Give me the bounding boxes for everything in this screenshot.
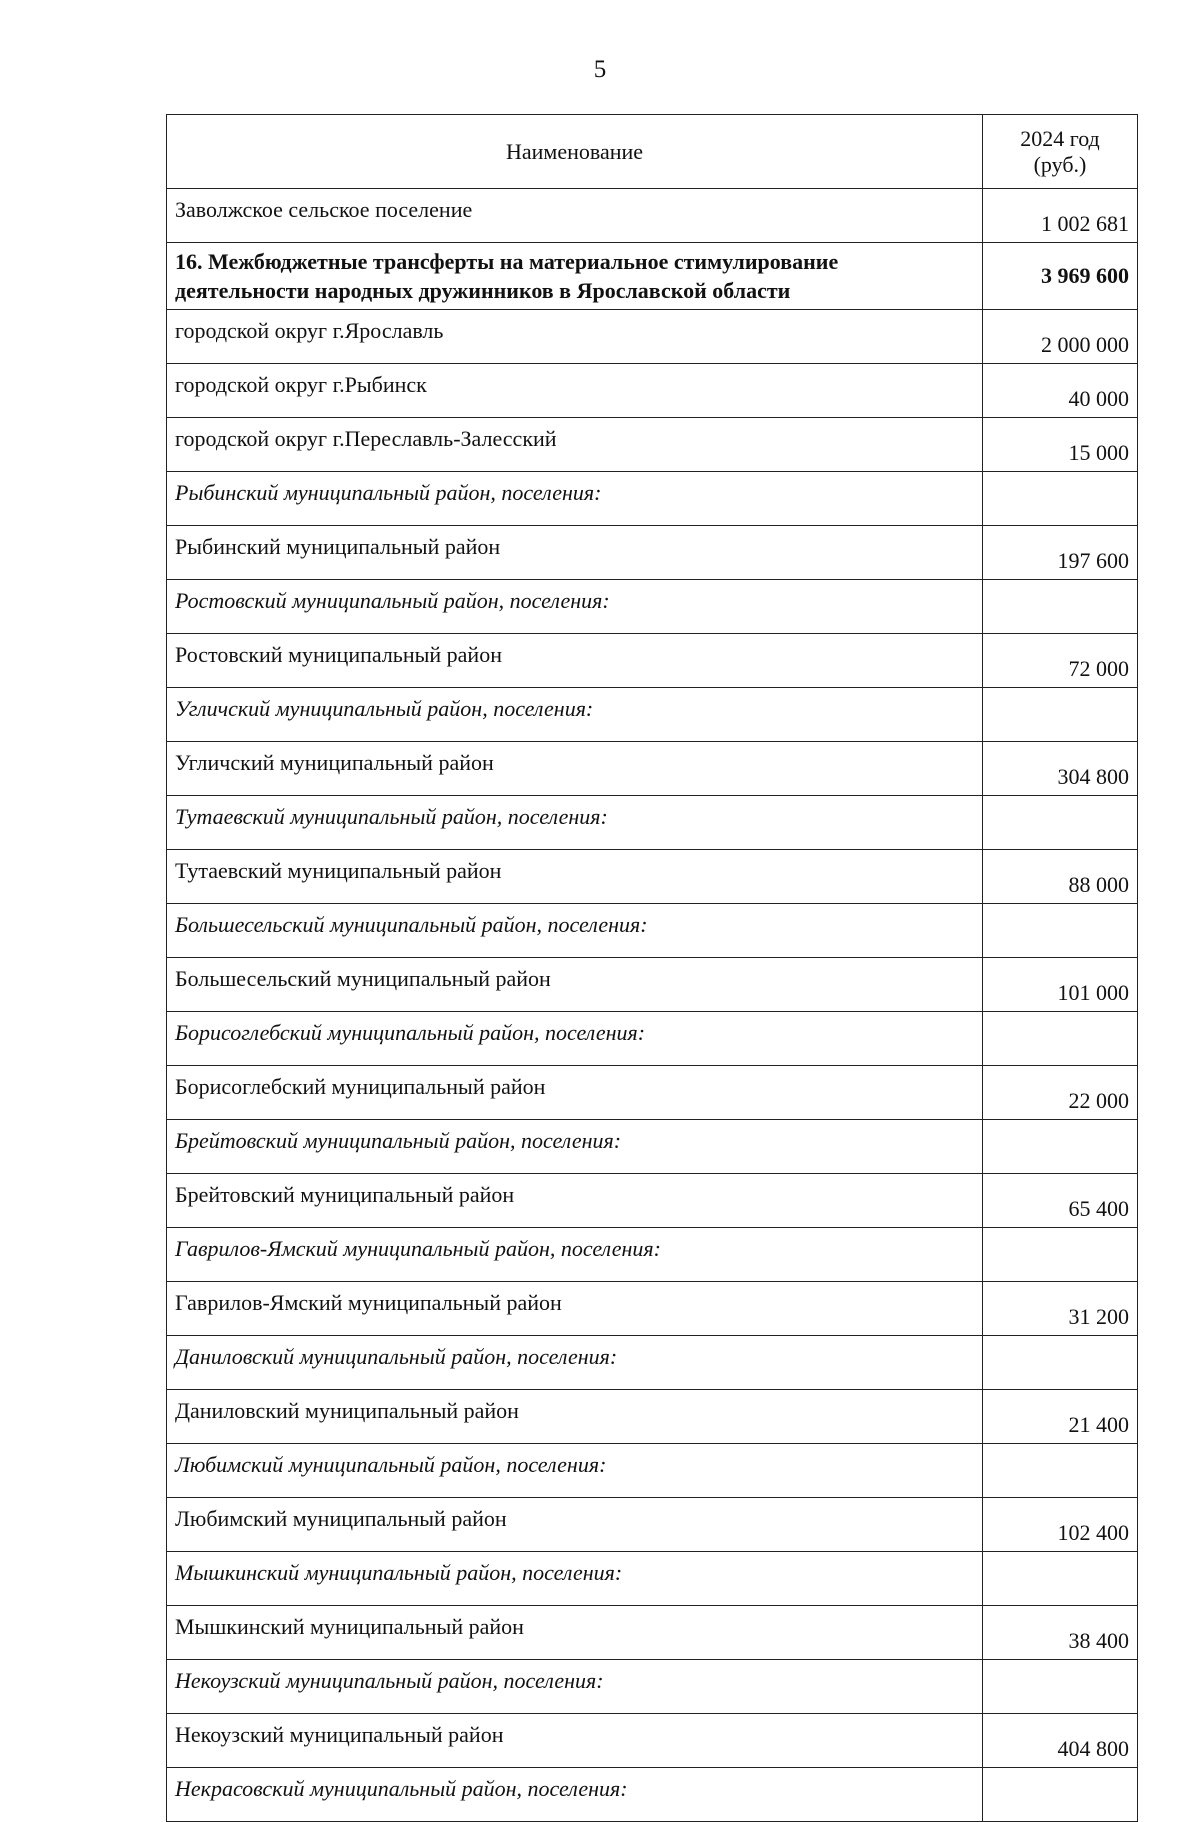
column-header-year-label: 2024 год <box>1020 125 1100 151</box>
table-header-row <box>167 115 1138 189</box>
row-name: городской округ г.Переславль-Залесский <box>167 418 983 472</box>
page-number: 5 <box>593 56 607 83</box>
table-row <box>167 1714 1138 1768</box>
table-row <box>167 1444 1138 1498</box>
row-group-heading: Мышкинский муниципальный район, поселения: <box>167 1552 983 1606</box>
table-row <box>167 904 1138 958</box>
row-amount: 88 000 <box>983 850 1138 904</box>
row-amount: 3 969 600 <box>983 243 1138 310</box>
table-row <box>167 1498 1138 1552</box>
column-header-unit-label: (руб.) <box>1033 151 1087 177</box>
row-amount <box>983 472 1138 526</box>
row-group-heading: Борисоглебский муниципальный район, поселения: <box>167 1012 983 1066</box>
row-name: Тутаевский муниципальный район <box>167 850 983 904</box>
table-row <box>167 1768 1138 1822</box>
table-row <box>167 1606 1138 1660</box>
row-amount <box>983 1768 1138 1822</box>
row-amount: 1 002 681 <box>983 189 1138 243</box>
row-group-heading: Ростовский муниципальный район, поселения: <box>167 580 983 634</box>
column-header-year <box>983 115 1138 189</box>
table-row <box>167 742 1138 796</box>
row-amount <box>983 1552 1138 1606</box>
table-row <box>167 850 1138 904</box>
row-group-heading: Даниловский муниципальный район, поселения: <box>167 1336 983 1390</box>
table-row <box>167 1120 1138 1174</box>
row-amount: 2 000 000 <box>983 310 1138 364</box>
row-name: Даниловский муниципальный район <box>167 1390 983 1444</box>
row-group-heading: Тутаевский муниципальный район, поселения: <box>167 796 983 850</box>
table-row <box>167 243 1138 310</box>
row-amount <box>983 1228 1138 1282</box>
row-amount: 72 000 <box>983 634 1138 688</box>
table-row <box>167 1066 1138 1120</box>
row-amount: 101 000 <box>983 958 1138 1012</box>
row-amount: 102 400 <box>983 1498 1138 1552</box>
row-name: Любимский муниципальный район <box>167 1498 983 1552</box>
table-row <box>167 1228 1138 1282</box>
table-row <box>167 189 1138 243</box>
table-row <box>167 1282 1138 1336</box>
row-group-heading: Некоузский муниципальный район, поселения: <box>167 1660 983 1714</box>
row-amount <box>983 1336 1138 1390</box>
row-group-heading: Брейтовский муниципальный район, поселения: <box>167 1120 983 1174</box>
row-name: Угличский муниципальный район <box>167 742 983 796</box>
row-amount <box>983 1444 1138 1498</box>
row-amount <box>983 1012 1138 1066</box>
row-amount <box>983 1120 1138 1174</box>
budget-table <box>166 114 1138 1822</box>
row-amount: 40 000 <box>983 364 1138 418</box>
table-row <box>167 472 1138 526</box>
row-amount: 31 200 <box>983 1282 1138 1336</box>
row-name: городской округ г.Ярославль <box>167 310 983 364</box>
table-row <box>167 688 1138 742</box>
row-name: Большесельский муниципальный район <box>167 958 983 1012</box>
table-body <box>167 189 1138 1822</box>
row-name: Заволжское сельское поселение <box>167 189 983 243</box>
row-name: Рыбинский муниципальный район <box>167 526 983 580</box>
column-header-name: Наименование <box>167 115 983 189</box>
table-row <box>167 364 1138 418</box>
row-group-heading: Некрасовский муниципальный район, поселения: <box>167 1768 983 1822</box>
row-amount: 65 400 <box>983 1174 1138 1228</box>
row-amount <box>983 1660 1138 1714</box>
row-amount <box>983 688 1138 742</box>
row-name: Гаврилов-Ямский муниципальный район <box>167 1282 983 1336</box>
row-amount: 15 000 <box>983 418 1138 472</box>
row-group-heading: Рыбинский муниципальный район, поселения: <box>167 472 983 526</box>
table-row <box>167 1390 1138 1444</box>
row-group-heading: Любимский муниципальный район, поселения: <box>167 1444 983 1498</box>
row-group-heading: Гаврилов-Ямский муниципальный район, поселения: <box>167 1228 983 1282</box>
row-amount: 197 600 <box>983 526 1138 580</box>
row-amount: 21 400 <box>983 1390 1138 1444</box>
row-name: Брейтовский муниципальный район <box>167 1174 983 1228</box>
table-row <box>167 1660 1138 1714</box>
row-amount <box>983 580 1138 634</box>
table-row <box>167 310 1138 364</box>
row-amount: 22 000 <box>983 1066 1138 1120</box>
row-amount <box>983 904 1138 958</box>
row-group-heading: Угличский муниципальный район, поселения: <box>167 688 983 742</box>
table-row <box>167 1336 1138 1390</box>
table-row <box>167 958 1138 1012</box>
table-row <box>167 1012 1138 1066</box>
table-row <box>167 526 1138 580</box>
table-row <box>167 634 1138 688</box>
row-amount <box>983 796 1138 850</box>
table-row <box>167 1552 1138 1606</box>
table-row <box>167 1174 1138 1228</box>
row-amount: 38 400 <box>983 1606 1138 1660</box>
row-name: Мышкинский муниципальный район <box>167 1606 983 1660</box>
row-name: Борисоглебский муниципальный район <box>167 1066 983 1120</box>
row-group-heading: Большесельский муниципальный район, поселения: <box>167 904 983 958</box>
row-amount: 404 800 <box>983 1714 1138 1768</box>
row-name: Ростовский муниципальный район <box>167 634 983 688</box>
row-amount: 304 800 <box>983 742 1138 796</box>
table-row <box>167 418 1138 472</box>
table-row <box>167 580 1138 634</box>
row-section-title: 16. Межбюджетные трансферты на материальное стимулирование деятельности народных дружинников в Ярославской области <box>167 243 983 310</box>
row-name: Некоузский муниципальный район <box>167 1714 983 1768</box>
table-row <box>167 796 1138 850</box>
row-name: городской округ г.Рыбинск <box>167 364 983 418</box>
